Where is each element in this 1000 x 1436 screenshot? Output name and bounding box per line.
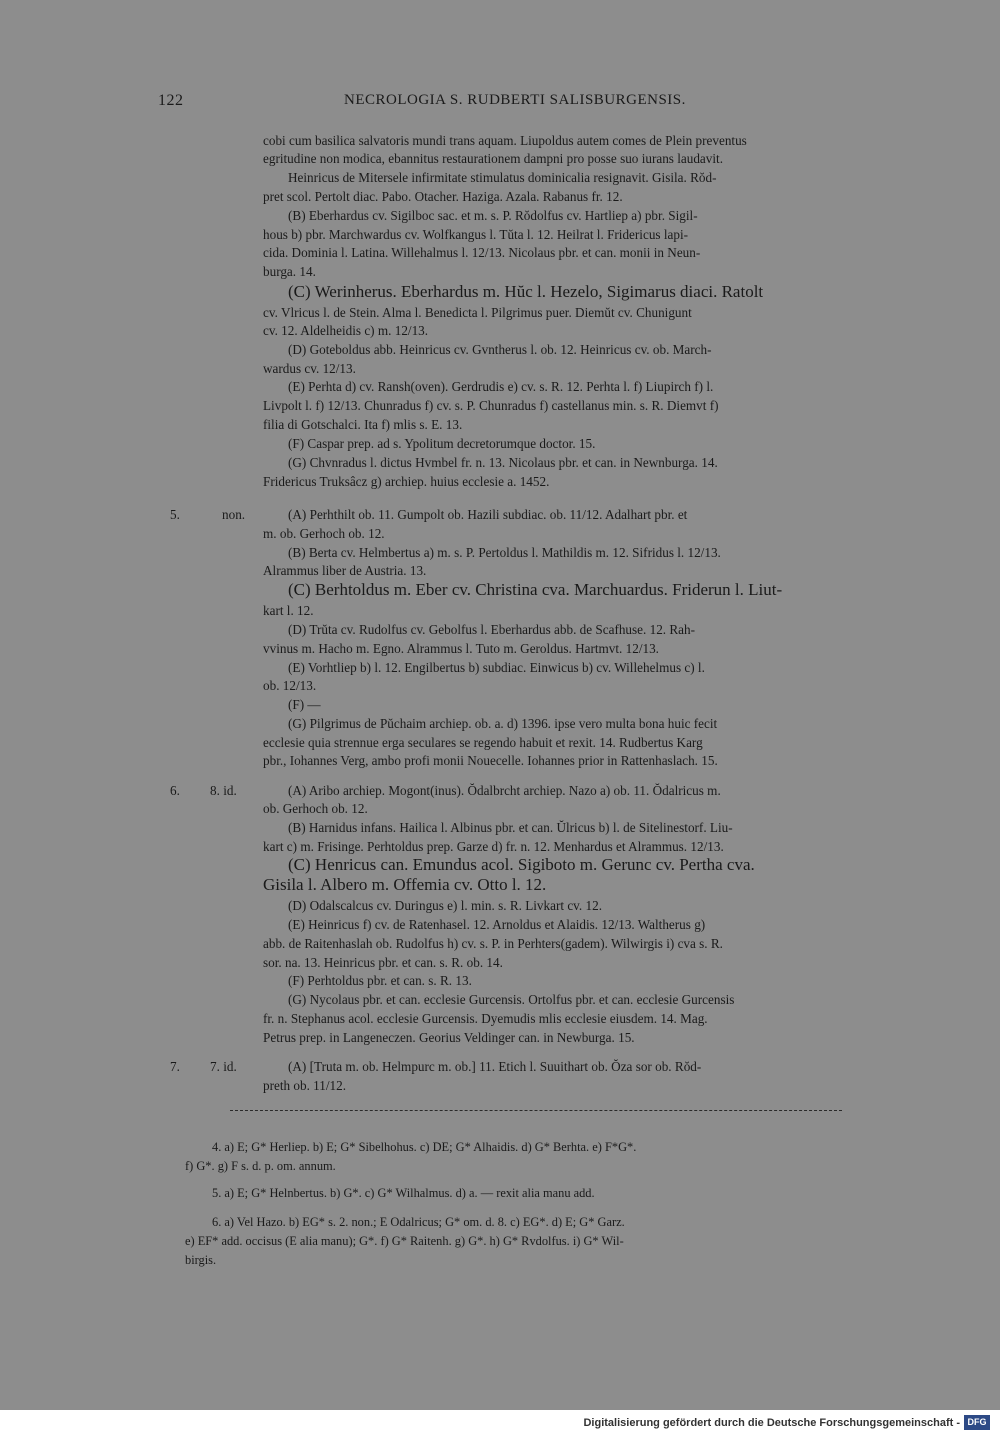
text-line: (G) Nycolaus pbr. et can. ecclesie Gurcensis. Ortolfus pbr. et can. ecclesie Gurcensis [288, 992, 735, 1007]
text-line: (D) Odalscalcus cv. Duringus e) l. min. s. R. Livkart cv. 12. [288, 898, 602, 913]
running-title: NECROLOGIA S. RUDBERTI SALISBURGENSIS. [344, 92, 686, 108]
footnote-line: 6. a) Vel Hazo. b) EG* s. 2. non.; E Odalricus; G* om. d. 8. c) EG*. d) E; G* Garz. [212, 1215, 625, 1229]
text-line: (F) — [288, 697, 321, 712]
text-line: (A) Aribo archiep. Mogont(inus). Ŏdalbrcht archiep. Nazo a) ob. 11. Ŏdalricus m. [288, 783, 721, 798]
text-line: (B) Berta cv. Helmbertus a) m. s. P. Pertoldus l. Mathildis m. 12. Sifridus l. 12/13. [288, 545, 721, 560]
text-line: m. ob. Gerhoch ob. 12. [263, 526, 385, 541]
footnote-line: e) EF* add. occisus (E alia manu); G*. f) G* Raitenh. g) G*. h) G* Rvdolfus. i) G* Wil- [185, 1234, 624, 1248]
text-line: Gisila l. Albero m. Offemia cv. Otto l. 12. [263, 875, 547, 894]
text-line: preth ob. 11/12. [263, 1078, 347, 1093]
text-line: wardus cv. 12/13. [263, 361, 356, 376]
text-line: filia di Gotschalci. Ita f) mlis s. E. 13. [263, 417, 463, 432]
text-line: (F) Caspar prep. ad s. Ypolitum decretorumque doctor. 15. [288, 436, 596, 451]
footnote-line: 4. a) E; G* Herliep. b) E; G* Sibelhohus. c) DE; G* Alhaidis. d) G* Berhta. e) F*G*. [212, 1140, 637, 1154]
footer-bar [0, 1410, 1000, 1436]
text-line: (C) Werinherus. Eberhardus m. Hŭc l. Hezelo, Sigimarus diaci. Ratolt [288, 282, 764, 301]
dfg-logo[interactable]: DFG [964, 1415, 990, 1430]
text-line: (G) Pilgrimus de Pŭchaim archiep. ob. a. d) 1396. ipse vero multa bona huic fecit [288, 716, 718, 731]
text-line: ob. 12/13. [263, 678, 317, 693]
text-line: (E) Heinricus f) cv. de Ratenhasel. 12. Arnoldus et Alaidis. 12/13. Waltherus g) [288, 917, 706, 932]
text-line: (A) Perhthilt ob. 11. Gumpolt ob. Hazili subdiac. ob. 11/12. Adalhart pbr. et [288, 507, 688, 522]
text-line: Petrus prep. in Langeneczen. Georius Veldinger can. in Newburga. 15. [263, 1030, 635, 1045]
date-name: non. [222, 507, 246, 522]
text-line: sor. na. 13. Heinricus pbr. et can. s. R. ob. 14. [263, 955, 503, 970]
footnote-line: 5. a) E; G* Helnbertus. b) G*. c) G* Wilhalmus. d) a. — rexit alia manu add. [212, 1186, 595, 1200]
text-line: (E) Vorhtliep b) l. 12. Engilbertus b) subdiac. Einwicus b) cv. Willehelmus c) l. [288, 660, 705, 675]
date-name: 7. id. [210, 1059, 237, 1074]
text-line: pret scol. Pertolt diac. Pabo. Otacher. Haziga. Azala. Rabanus fr. 12. [263, 189, 623, 204]
text-line: ecclesie quia strennue erga seculares se regendo habuit et rexit. 14. Rudbertus Karg [263, 735, 703, 750]
text-line: burga. 14. [263, 264, 316, 279]
text-line: (C) Berhtoldus m. Eber cv. Christina cva. Marchuardus. Friderun l. Liut- [288, 580, 783, 599]
text-line: cv. 12. Aldelheidis c) m. 12/13. [263, 323, 429, 338]
text-line: (E) Perhta d) cv. Ransh(oven). Gerdrudis e) cv. s. R. 12. Perhta l. f) Liupirch f) l. [288, 379, 714, 394]
text-line: ob. Gerhoch ob. 12. [263, 801, 368, 816]
date-number: 7. [170, 1059, 180, 1074]
text-line: Livpolt l. f) 12/13. Chunradus f) cv. s. P. Chunradus f) castellanus min. s. R. Diemvt f) [263, 398, 719, 413]
text-line: kart l. 12. [263, 603, 314, 618]
funding-credit[interactable]: Digitalisierung gefördert durch die Deutsche Forschungsgemeinschaft - [583, 1417, 960, 1429]
text-line: (G) Chvnradus l. dictus Hvmbel fr. n. 13. Nicolaus pbr. et can. in Newnburga. 14. [288, 455, 718, 470]
text-line: Fridericus Truksâcz g) archiep. huius ecclesie a. 1452. [263, 474, 550, 489]
date-number: 5. [170, 507, 180, 522]
text-line: (C) Henricus can. Emundus acol. Sigiboto m. Gerunc cv. Pertha cva. [288, 855, 755, 874]
date-name: 8. id. [210, 783, 237, 798]
text-line: (B) Eberhardus cv. Sigilboc sac. et m. s. P. Rŏdolfus cv. Hartliep a) pbr. Sigil- [288, 208, 698, 223]
text-line: (F) Perhtoldus pbr. et can. s. R. 13. [288, 973, 472, 988]
text-line: (B) Harnidus infans. Hailica l. Albinus pbr. et can. Ŭlricus b) l. de Sitelinestorf. Liu- [288, 820, 733, 835]
text-line: cobi cum basilica salvatoris mundi trans aquam. Liupoldus autem comes de Plein preventus [263, 133, 747, 148]
text-line: kart c) m. Frisinge. Perhtoldus prep. Garze d) fr. n. 12. Menhardus et Alrammus. 12/13. [263, 839, 724, 854]
text-line: cv. Vlricus l. de Stein. Alma l. Benedicta l. Pilgrimus puer. Diemŭt cv. Chunigunt [263, 305, 692, 320]
text-line: Alrammus liber de Austria. 13. [263, 563, 427, 578]
text-line: (D) Trŭta cv. Rudolfus cv. Gebolfus l. Eberhardus abb. de Scafhuse. 12. Rah- [288, 622, 696, 637]
text-line: pbr., Iohannes Verg, ambo profi monii Nouecelle. Iohannes prior in Rattenhaslach. 15. [263, 753, 718, 768]
text-line: (D) Goteboldus abb. Heinricus cv. Gvntherus l. ob. 12. Heinricus cv. ob. March- [288, 342, 712, 357]
text-line: (A) [Truta m. ob. Helmpurc m. ob.] 11. Etich l. Suuithart ob. Ŏza sor ob. Rŏd- [288, 1059, 702, 1074]
separator-rule [230, 1110, 842, 1111]
page-number: 122 [158, 92, 184, 109]
text-line: hous b) pbr. Marchwardus cv. Wolfkangus l. Tŭta l. 12. Heilrat l. Fridericus lapi- [263, 227, 689, 242]
text-line: cida. Dominia l. Latina. Willehalmus l. 12/13. Nicolaus pbr. et can. monii in Neun- [263, 245, 701, 260]
text-line: abb. de Raitenhaslah ob. Rudolfus h) cv. s. P. in Perhters(gadem). Wilwirgis i) cva s. R. [263, 936, 723, 951]
footnote-line: birgis. [185, 1253, 217, 1267]
text-line: vvinus m. Hacho m. Egno. Alrammus l. Tuto m. Geroldus. Hartmvt. 12/13. [263, 641, 659, 656]
text-line: fr. n. Stephanus acol. ecclesie Gurcensis. Dyemudis mlis ecclesie eiusdem. 14. Mag. [263, 1011, 708, 1026]
text-line: egritudine non modica, ebannitus restaurationem dampni pro posse suo iurans laudavit. [263, 151, 723, 166]
text-line: Heinricus de Mitersele infirmitate stimulatus dominicalia resignavit. Gisila. Rŏd- [288, 170, 717, 185]
date-number: 6. [170, 783, 180, 798]
footnote-line: f) G*. g) F s. d. p. om. annum. [185, 1159, 336, 1173]
